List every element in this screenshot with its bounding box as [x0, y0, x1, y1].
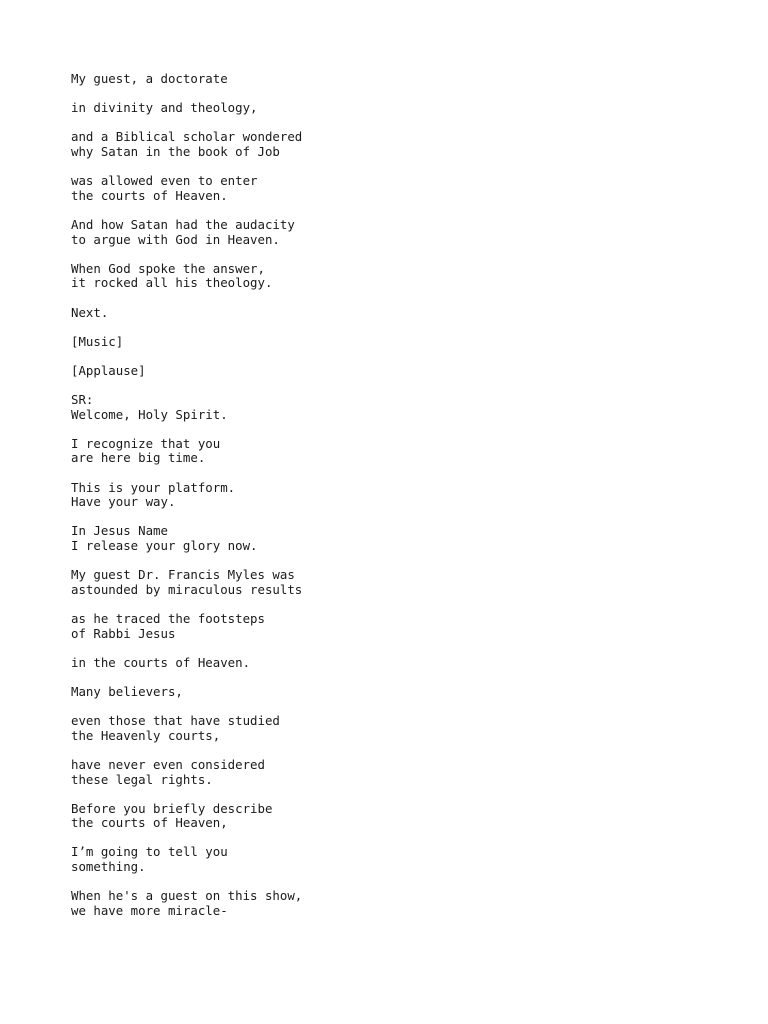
transcript-paragraph — [71, 335, 711, 350]
transcript-line: This is your platform. — [71, 479, 236, 495]
transcript-paragraph — [71, 174, 711, 203]
transcript-line: When he's a guest on this show, — [71, 888, 303, 904]
transcript-line: Next. — [71, 304, 109, 320]
transcript-paragraph — [71, 889, 711, 918]
transcript-paragraph — [71, 364, 711, 379]
transcript-line: the Heavenly courts, — [71, 727, 221, 743]
sound-cue: [Music] — [71, 333, 124, 349]
transcript-line: the courts of Heaven. — [71, 187, 228, 203]
transcript-paragraph — [71, 612, 711, 641]
transcript-paragraph — [71, 262, 711, 291]
transcript-paragraph — [71, 802, 711, 831]
transcript-line: My guest, a doctorate — [71, 71, 228, 86]
transcript-paragraph — [71, 568, 711, 597]
transcript-line: in divinity and theology, — [71, 100, 258, 116]
transcript-line: In Jesus Name — [71, 523, 168, 539]
transcript-line: Before you briefly describe — [71, 800, 273, 816]
transcript-line: My guest Dr. Francis Myles was — [71, 567, 295, 583]
transcript-paragraph — [71, 130, 711, 159]
speaker-label: SR: — [71, 392, 94, 408]
transcript-line: When God spoke the answer, — [71, 260, 265, 276]
transcript-paragraph — [71, 656, 711, 671]
transcript-paragraph — [71, 524, 711, 553]
transcript-line: was allowed even to enter — [71, 173, 258, 189]
transcript-line: have never even considered — [71, 756, 265, 772]
transcript-line: to argue with God in Heaven. — [71, 231, 280, 247]
transcript-line: something. — [71, 859, 146, 875]
transcript-line: even those that have studied — [71, 713, 280, 729]
transcript-line: I release your glory now. — [71, 538, 258, 553]
transcript-line: and a Biblical scholar wondered — [71, 129, 303, 145]
transcript-paragraph — [71, 481, 711, 510]
transcript-paragraph — [71, 685, 711, 700]
transcript-paragraph — [71, 714, 711, 743]
sound-cue: [Applause] — [71, 362, 146, 378]
transcript-text — [71, 72, 711, 933]
transcript-paragraph — [71, 101, 711, 116]
transcript-line: And how Satan had the audacity — [71, 216, 295, 232]
transcript-line: astounded by miraculous results — [71, 581, 303, 597]
transcript-line: as he traced the footsteps — [71, 610, 265, 626]
transcript-line: are here big time. — [71, 450, 206, 466]
transcript-line: Have your way. — [71, 494, 176, 510]
transcript-line: of Rabbi Jesus — [71, 625, 176, 641]
transcript-line: I’m going to tell you — [71, 844, 228, 860]
transcript-line: Many believers, — [71, 683, 183, 699]
transcript-line: why Satan in the book of Job — [71, 143, 280, 159]
transcript-paragraph — [71, 393, 711, 422]
transcript-line: we have more miracle- — [71, 902, 228, 918]
transcript-paragraph — [71, 72, 711, 87]
transcript-paragraph — [71, 758, 711, 787]
transcript-line: it rocked all his theology. — [71, 275, 273, 291]
transcript-paragraph — [71, 218, 711, 247]
transcript-paragraph — [71, 845, 711, 874]
transcript-line: I recognize that you — [71, 435, 221, 451]
transcript-line: these legal rights. — [71, 771, 213, 787]
transcript-line: Welcome, Holy Spirit. — [71, 406, 228, 422]
transcript-line: the courts of Heaven, — [71, 815, 228, 831]
transcript-paragraph — [71, 306, 711, 321]
transcript-line: in the courts of Heaven. — [71, 654, 251, 670]
transcript-paragraph — [71, 437, 711, 466]
